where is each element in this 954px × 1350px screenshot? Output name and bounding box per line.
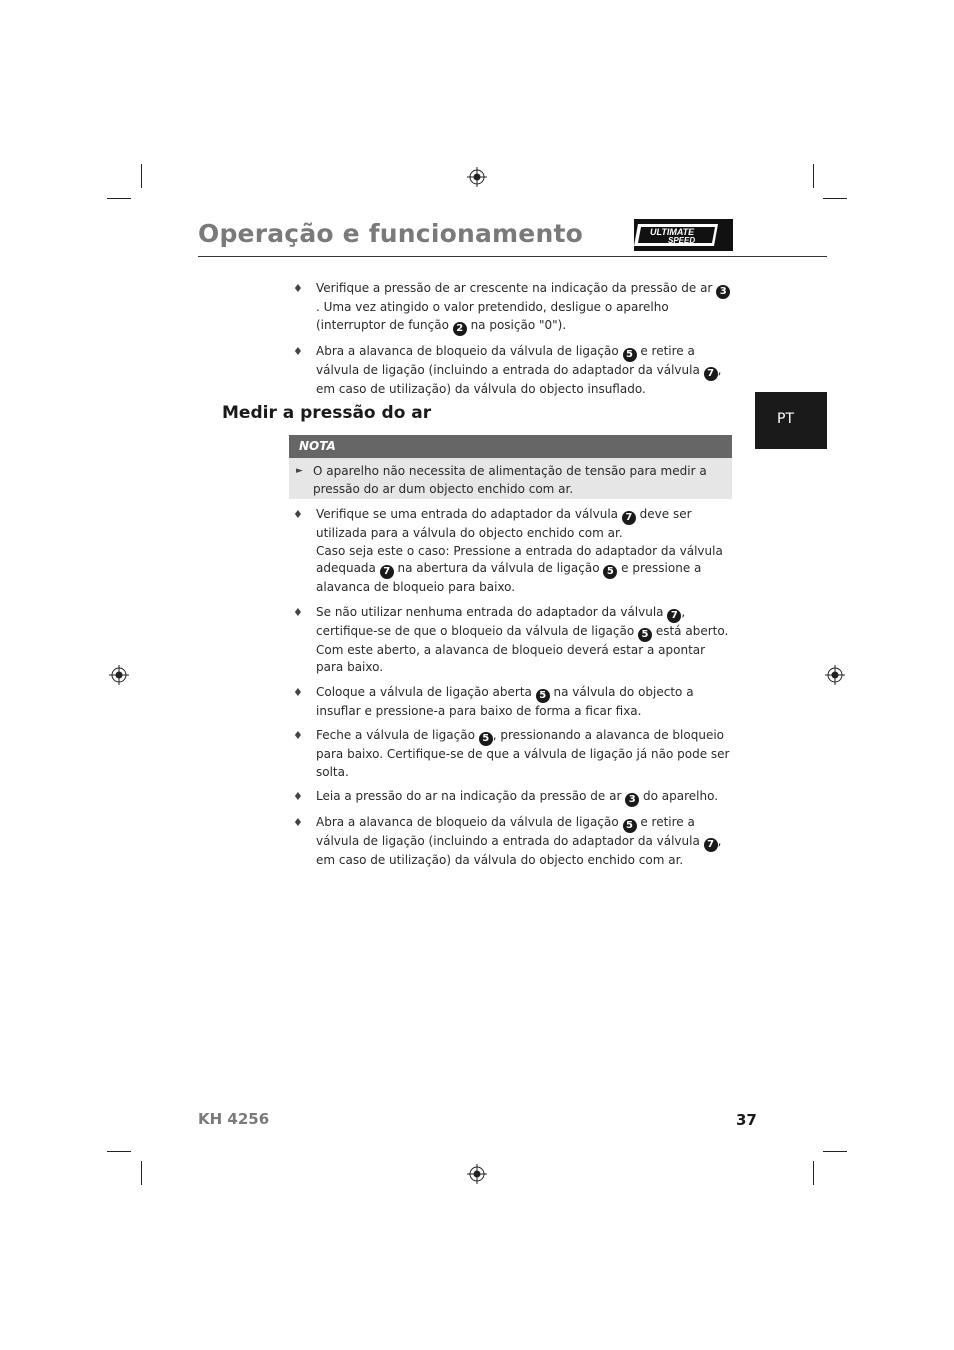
list-item-paragraph	[316, 788, 733, 807]
text-segment: deve ser utilizada para a válvula do objecto enchido com ar.	[316, 507, 692, 540]
list-item	[289, 788, 733, 807]
part-number-badge: 7	[622, 511, 636, 525]
note-box	[289, 435, 732, 499]
header-rule	[198, 256, 827, 257]
part-number-badge: 5	[479, 732, 493, 746]
list-item-paragraph	[316, 814, 733, 870]
text-segment: , em caso de utilização) da válvula do objecto insuflado.	[316, 362, 722, 396]
diamond-bullet-icon: ♦	[293, 729, 303, 742]
text-segment: Se não utilizar nenhuma entrada do adaptador da válvula	[316, 604, 668, 619]
text-segment: , em caso de utilização) da válvula do objecto enchido com ar.	[316, 834, 722, 867]
part-number-badge: 5	[536, 689, 550, 703]
crop-mark	[141, 164, 142, 188]
text-segment: , pressionando a alavanca de bloqueio para baixo. Certifique-se de que a válvula de ligação já não pode ser solta.	[316, 728, 730, 779]
measure-bullet-list	[289, 506, 733, 870]
language-tab	[755, 392, 827, 449]
part-number-badge: 5	[638, 628, 652, 642]
part-number-badge: 3	[716, 285, 730, 299]
crop-mark	[813, 164, 814, 188]
ultimate-speed-logo	[634, 219, 733, 251]
list-item	[289, 684, 733, 721]
crop-mark	[823, 1151, 847, 1152]
list-item	[289, 506, 733, 597]
crop-mark	[813, 1161, 814, 1185]
intro-instructions	[289, 280, 733, 405]
list-item	[289, 343, 733, 399]
crop-mark	[823, 198, 847, 199]
list-item-paragraph	[316, 543, 733, 597]
registration-mark-icon	[467, 167, 487, 187]
text-segment: Feche a válvula de ligação	[316, 728, 479, 742]
list-item-paragraph	[316, 506, 733, 543]
list-item-paragraph	[316, 604, 733, 677]
text-segment: na posição "0").	[466, 317, 567, 332]
text-segment: na válvula do objecto a insuflar e pressione-a para baixo de forma a ficar fixa.	[316, 684, 694, 718]
list-item-paragraph	[316, 727, 733, 781]
text-segment: e retire a válvula de ligação (incluindo a entrada do adaptador da válvula	[316, 343, 704, 377]
registration-mark-icon	[825, 665, 845, 685]
part-number-badge: 2	[453, 322, 467, 336]
text-segment: Coloque a válvula de ligação aberta	[316, 684, 536, 699]
language-tab-label: PT	[777, 411, 794, 427]
text-segment: e pressione a alavanca de bloqueio para baixo.	[316, 561, 702, 594]
text-segment: Abra a alavanca de bloqueio da válvula de ligação	[316, 343, 623, 358]
page-number: 37	[736, 1111, 757, 1129]
part-number-badge: 5	[603, 565, 617, 579]
list-item-paragraph	[316, 280, 733, 336]
footer-model-number: KH 4256	[198, 1110, 270, 1128]
text-segment: na abertura da válvula de ligação	[393, 561, 604, 575]
part-number-badge: 7	[704, 838, 718, 852]
arrow-right-icon: ►	[296, 466, 303, 476]
diamond-bullet-icon: ♦	[293, 685, 303, 699]
registration-mark-icon	[109, 665, 129, 685]
text-segment: Abra a alavanca de bloqueio da válvula de ligação	[316, 815, 623, 829]
section-heading: Medir a pressão do ar	[222, 403, 432, 423]
crop-mark	[141, 1161, 142, 1185]
list-item	[289, 814, 733, 870]
part-number-badge: 5	[623, 348, 637, 362]
registration-mark-icon	[467, 1164, 487, 1184]
list-item-paragraph	[316, 684, 733, 721]
part-number-badge: 5	[623, 819, 637, 833]
text-segment: Leia a pressão do ar na indicação da pressão de ar	[316, 789, 626, 803]
page-title: Operação e funcionamento	[198, 219, 583, 248]
note-text: O aparelho não necessita de alimentação de tensão para medir a pressão do ar dum objecto enchido com ar.	[313, 464, 707, 496]
text-segment: do aparelho.	[639, 789, 719, 803]
text-segment: Caso seja este o caso: Pressione a entrada do adaptador da válvula adequada	[316, 543, 723, 575]
list-item	[289, 604, 733, 677]
part-number-badge: 7	[667, 609, 681, 623]
text-segment: Verifique se uma entrada do adaptador da válvula	[316, 507, 622, 521]
diamond-bullet-icon: ♦	[293, 790, 303, 803]
text-segment: , certifique-se de que o bloqueio da válvula de ligação	[316, 604, 686, 638]
text-segment: e retire a válvula de ligação (incluindo a entrada do adaptador da válvula	[316, 815, 704, 848]
diamond-bullet-icon: ♦	[293, 344, 303, 358]
diamond-bullet-icon: ♦	[293, 605, 303, 619]
measure-instructions	[289, 506, 733, 877]
crop-mark	[107, 1151, 131, 1152]
part-number-badge: 7	[704, 367, 718, 381]
list-item	[289, 727, 733, 781]
list-item	[289, 280, 733, 336]
text-segment: Verifique a pressão de ar crescente na indicação da pressão de ar	[316, 281, 717, 295]
note-body	[289, 458, 732, 499]
diamond-bullet-icon: ♦	[293, 282, 303, 295]
svg-text:SPEED: SPEED	[668, 236, 696, 245]
diamond-bullet-icon: ♦	[293, 508, 303, 521]
note-label: NOTA	[289, 435, 732, 458]
text-segment: . Uma vez atingido o valor pretendido, desligue o aparelho (interruptor de função	[316, 300, 669, 332]
text-segment: está aberto. Com este aberto, a alavanca de bloqueio deverá estar a apontar para baixo.	[316, 623, 729, 674]
svg-text:ULTIMATE: ULTIMATE	[650, 227, 695, 237]
diamond-bullet-icon: ♦	[293, 816, 303, 829]
list-item-paragraph	[316, 343, 733, 399]
part-number-badge: 7	[380, 565, 394, 579]
crop-mark	[107, 198, 131, 199]
part-number-badge: 3	[625, 793, 639, 807]
intro-bullet-list	[289, 280, 733, 398]
